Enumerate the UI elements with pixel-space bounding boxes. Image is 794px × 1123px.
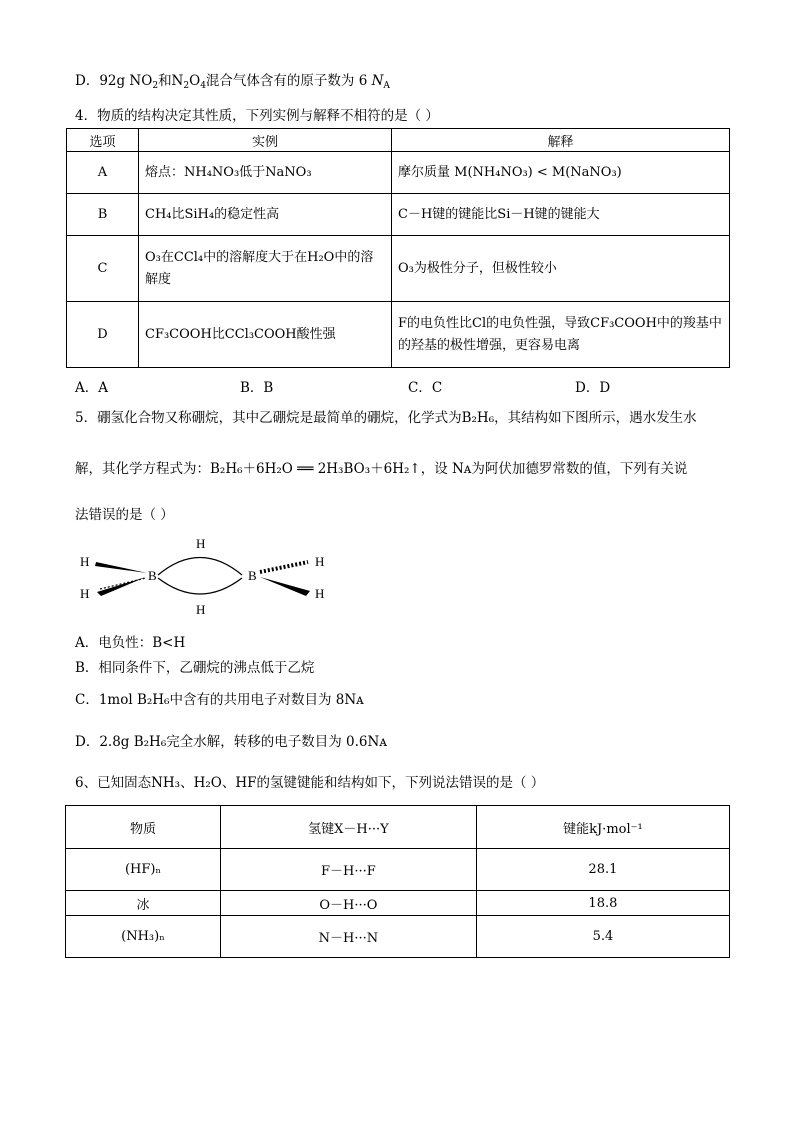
- choice-b: B．B: [240, 380, 274, 396]
- q6-stem: 6、已知固态NH₃、H₂O、HF的氢键键能和结构如下，下列说法错误的是（ ）: [75, 775, 545, 791]
- row-explanation: O₃为极性分子，但极性较小: [392, 236, 730, 302]
- row-substance: (HF)ₙ: [66, 849, 221, 891]
- diborane-structure-diagram: [70, 530, 340, 620]
- table-row: [66, 916, 730, 958]
- row-explanation: 摩尔质量 M(NH₄NO₃) < M(NaNO₃): [392, 152, 730, 194]
- header-option: 选项: [67, 129, 139, 152]
- row-energy: 5.4: [476, 916, 729, 958]
- row-option: D: [67, 302, 139, 368]
- row-option: A: [67, 152, 139, 194]
- q5-option-c: C．1mol B₂H₆中含有的共用电子对数目为 8Nᴀ: [75, 692, 364, 708]
- row-option: B: [67, 194, 139, 236]
- table-row: [67, 194, 730, 236]
- row-substance: 冰: [66, 891, 221, 916]
- table-row: [67, 152, 730, 194]
- atom-h-left-bottom: H: [80, 586, 90, 601]
- atom-h-right-bottom: H: [315, 586, 325, 601]
- choice-d: D．D: [575, 380, 611, 396]
- header-example: 实例: [139, 129, 392, 152]
- choice-a: A．A: [75, 380, 108, 396]
- row-hbond: F－H···F: [221, 849, 477, 891]
- row-hbond: O－H···O: [221, 891, 477, 916]
- table-row: [67, 302, 730, 368]
- table-row: [66, 849, 730, 891]
- row-explanation: C－H键的键能比Si－H键的键能大: [392, 194, 730, 236]
- choice-c: C．C: [408, 380, 443, 396]
- q5-option-d: D．2.8g B₂H₆完全水解，转移的电子数目为 0.6Nᴀ: [75, 734, 387, 750]
- atom-h-right-top: H: [315, 554, 325, 569]
- table-row: [66, 891, 730, 916]
- header-hbond: 氢键X－H···Y: [221, 806, 477, 849]
- row-energy: 28.1: [476, 849, 729, 891]
- row-example: CH₄比SiH₄的稳定性高: [139, 194, 392, 236]
- atom-h-bottom: H: [196, 602, 206, 617]
- q5-stem-line2: 解，其化学方程式为：B₂H₆＋6H₂O ══ 2H₃BO₃＋6H₂↑，设 Nᴀ为阿伏加德罗常数的值，下列有关说: [75, 461, 688, 477]
- table-row: [67, 236, 730, 302]
- atom-h-top: H: [196, 536, 206, 551]
- header-energy: 键能kJ·mol⁻¹: [476, 806, 729, 849]
- q4-stem: 4．物质的结构决定其性质，下列实例与解释不相符的是（ ）: [75, 108, 439, 124]
- row-option: C: [67, 236, 139, 302]
- q4-choices: [75, 376, 715, 396]
- atom-h-left-top: H: [80, 554, 90, 569]
- row-energy: 18.8: [476, 891, 729, 916]
- q5-stem-line3: 法错误的是（ ）: [75, 507, 174, 523]
- header-substance: 物质: [66, 806, 221, 849]
- q6-table: [65, 805, 730, 958]
- atom-b-right: B: [248, 568, 257, 583]
- table-header-row: [66, 806, 730, 849]
- row-example: O₃在CCl₄中的溶解度大于在H₂O中的溶解度: [139, 236, 392, 302]
- row-explanation: F的电负性比Cl的电负性强，导致CF₃COOH中的羧基中的羟基的极性增强，更容易电离: [392, 302, 730, 368]
- row-example: 熔点：NH₄NO₃低于NaNO₃: [139, 152, 392, 194]
- row-example: CF₃COOH比CCl₃COOH酸性强: [139, 302, 392, 368]
- q5-option-a: A．电负性：B<H: [75, 635, 186, 651]
- q5-option-b: B．相同条件下，乙硼烷的沸点低于乙烷: [75, 660, 315, 676]
- header-explanation: 解释: [392, 129, 730, 152]
- row-hbond: N－H···N: [221, 916, 477, 958]
- q5-stem-line1: 5．硼氢化合物又称硼烷，其中乙硼烷是最简单的硼烷，化学式为B₂H₆，其结构如下图所示，遇水发生水: [75, 410, 697, 426]
- atom-b-left: B: [148, 568, 157, 583]
- table-header-row: [67, 129, 730, 152]
- q3-option-d: D．92g $NO_2$和$N_2O_4$混合气体含有的原子数为 6 $N_A$: [75, 73, 390, 91]
- row-substance: (NH₃)ₙ: [66, 916, 221, 958]
- q4-table: [66, 128, 730, 368]
